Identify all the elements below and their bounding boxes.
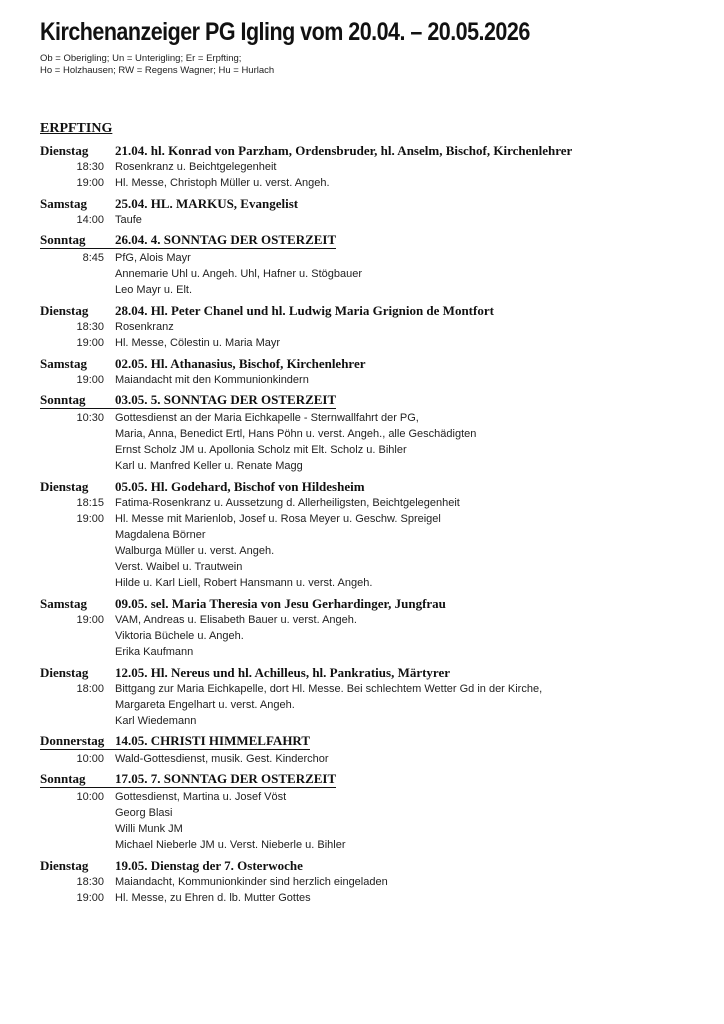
service-text: Karl u. Manfred Keller u. Renate Magg bbox=[115, 460, 303, 472]
service-text: Maria, Anna, Benedict Ertl, Hans Pöhn u. verst. Angeh., alle Geschädigten bbox=[115, 428, 477, 440]
service-time: 18:00 bbox=[76, 683, 104, 695]
feast-title: 09.05. sel. Maria Theresia von Jesu Gerhardinger, Jungfrau bbox=[115, 596, 446, 611]
day-heading bbox=[40, 392, 336, 409]
service-entry bbox=[40, 874, 710, 890]
service-time: 19:00 bbox=[76, 337, 104, 349]
weekday: Samstag bbox=[40, 196, 87, 211]
weekday: Dienstag bbox=[40, 303, 89, 318]
day-block bbox=[40, 392, 710, 474]
weekday: Sonntag bbox=[40, 771, 86, 786]
service-text: Leo Mayr u. Elt. bbox=[115, 284, 193, 296]
page-title: Kirchenanzeiger PG Igling vom 20.04. – 20.05.2026 bbox=[40, 18, 530, 46]
feast-title: 28.04. Hl. Peter Chanel und hl. Ludwig Maria Grignion de Montfort bbox=[115, 303, 494, 318]
schedule-list bbox=[40, 142, 710, 910]
day-block bbox=[40, 478, 710, 591]
day-block bbox=[40, 232, 710, 298]
service-text: VAM, Andreas u. Elisabeth Bauer u. verst. Angeh. bbox=[115, 614, 357, 626]
service-text: Michael Nieberle JM u. Verst. Nieberle u. Bihler bbox=[115, 839, 346, 851]
service-time: 18:15 bbox=[76, 497, 104, 509]
service-entry bbox=[40, 681, 710, 729]
day-heading bbox=[40, 195, 710, 212]
service-time: 14:00 bbox=[76, 214, 104, 226]
feast-title: 17.05. 7. SONNTAG DER OSTERZEIT bbox=[115, 771, 337, 786]
feast-title: 21.04. hl. Konrad von Parzham, Ordensbruder, hl. Anselm, Bischof, Kirchenlehrer bbox=[115, 143, 573, 158]
feast-title: 19.05. Dienstag der 7. Osterwoche bbox=[115, 858, 303, 873]
day-block bbox=[40, 733, 710, 767]
service-time: 18:30 bbox=[76, 321, 104, 333]
service-text: Walburga Müller u. verst. Angeh. bbox=[115, 545, 275, 557]
feast-title: 05.05. Hl. Godehard, Bischof von Hildesheim bbox=[115, 479, 365, 494]
service-text: Hl. Messe, zu Ehren d. lb. Mutter Gottes bbox=[115, 892, 311, 904]
service-text: Karl Wiedemann bbox=[115, 715, 197, 727]
day-heading bbox=[40, 595, 710, 612]
service-entry bbox=[40, 410, 710, 474]
feast-title: 25.04. HL. MARKUS, Evangelist bbox=[115, 196, 299, 211]
feast-title: 12.05. Hl. Nereus und hl. Achilleus, hl. Pankratius, Märtyrer bbox=[115, 665, 451, 680]
service-text: Hl. Messe, Christoph Müller u. verst. Angeh. bbox=[115, 177, 330, 189]
service-text: Annemarie Uhl u. Angeh. Uhl, Hafner u. Stögbauer bbox=[115, 268, 363, 280]
service-time: 10:30 bbox=[76, 412, 104, 424]
service-text: Ernst Scholz JM u. Apollonia Scholz mit Elt. Scholz u. Bihler bbox=[115, 444, 407, 456]
service-text: Georg Blasi bbox=[115, 807, 173, 819]
day-block bbox=[40, 142, 710, 191]
service-entry bbox=[40, 175, 710, 191]
service-text: Gottesdienst an der Maria Eichkapelle - Sternwallfahrt der PG, bbox=[115, 412, 419, 424]
service-text: Verst. Waibel u. Trautwein bbox=[115, 561, 243, 573]
service-text: Gottesdienst, Martina u. Josef Vöst bbox=[115, 791, 287, 803]
service-text: Viktoria Büchele u. Angeh. bbox=[115, 630, 244, 642]
service-time: 10:00 bbox=[76, 753, 104, 765]
service-text: Rosenkranz bbox=[115, 321, 174, 333]
day-heading bbox=[40, 478, 710, 495]
service-time: 19:00 bbox=[76, 177, 104, 189]
service-entry bbox=[40, 495, 710, 511]
service-text: Taufe bbox=[115, 214, 142, 226]
weekday: Donnerstag bbox=[40, 733, 105, 748]
legend-line: Ob = Oberigling; Un = Unterigling; Er = Erpfting; bbox=[40, 53, 242, 64]
service-text: Fatima-Rosenkranz u. Aussetzung d. Allerheiligsten, Beichtgelegenheit bbox=[115, 497, 460, 509]
service-time: 10:00 bbox=[76, 791, 104, 803]
legend-line: Ho = Holzhausen; RW = Regens Wagner; Hu = Hurlach bbox=[40, 65, 275, 76]
day-heading bbox=[40, 232, 336, 249]
day-heading bbox=[40, 302, 710, 319]
feast-title: 14.05. CHRISTI HIMMELFAHRT bbox=[115, 733, 311, 748]
service-time: 18:30 bbox=[76, 161, 104, 173]
service-entry bbox=[40, 159, 710, 175]
day-heading bbox=[40, 142, 710, 159]
service-text: Magdalena Börner bbox=[115, 529, 206, 541]
feast-title: 26.04. 4. SONNTAG DER OSTERZEIT bbox=[115, 232, 337, 247]
service-entry bbox=[40, 612, 710, 660]
service-entry bbox=[40, 335, 710, 351]
service-time: 19:00 bbox=[76, 374, 104, 386]
day-block bbox=[40, 302, 710, 351]
day-block bbox=[40, 664, 710, 729]
service-entry bbox=[40, 319, 710, 335]
weekday: Samstag bbox=[40, 596, 87, 611]
feast-title: 03.05. 5. SONNTAG DER OSTERZEIT bbox=[115, 392, 337, 407]
day-block bbox=[40, 355, 710, 388]
service-entry bbox=[40, 890, 710, 906]
day-heading bbox=[40, 857, 710, 874]
day-block bbox=[40, 771, 710, 853]
service-time: 19:00 bbox=[76, 892, 104, 904]
service-text: Hl. Messe mit Marienlob, Josef u. Rosa Meyer u. Geschw. Spreigel bbox=[115, 513, 441, 525]
service-text: Erika Kaufmann bbox=[115, 646, 194, 658]
section-heading: ERPFTING bbox=[40, 121, 113, 136]
service-entry bbox=[40, 212, 710, 228]
service-time: 18:30 bbox=[76, 876, 104, 888]
weekday: Sonntag bbox=[40, 392, 86, 407]
service-text: PfG, Alois Mayr bbox=[115, 252, 191, 264]
service-text: Margareta Engelhart u. verst. Angeh. bbox=[115, 699, 295, 711]
service-text: Hl. Messe, Cölestin u. Maria Mayr bbox=[115, 337, 281, 349]
weekday: Samstag bbox=[40, 356, 87, 371]
feast-title: 02.05. Hl. Athanasius, Bischof, Kirchenlehrer bbox=[115, 356, 366, 371]
day-block bbox=[40, 195, 710, 228]
service-text: Maiandacht mit den Kommunionkindern bbox=[115, 374, 309, 386]
weekday: Dienstag bbox=[40, 665, 89, 680]
weekday: Dienstag bbox=[40, 479, 89, 494]
day-block bbox=[40, 857, 710, 906]
service-time: 19:00 bbox=[76, 614, 104, 626]
service-entry bbox=[40, 372, 710, 388]
weekday: Sonntag bbox=[40, 232, 86, 247]
service-text: Maiandacht, Kommunionkinder sind herzlich eingeladen bbox=[115, 876, 388, 888]
service-entry bbox=[40, 250, 710, 298]
service-time: 8:45 bbox=[82, 252, 104, 264]
service-text: Willi Munk JM bbox=[115, 823, 183, 835]
service-entry bbox=[40, 511, 710, 591]
service-time: 19:00 bbox=[76, 513, 104, 525]
day-heading bbox=[40, 733, 310, 750]
service-text: Bittgang zur Maria Eichkapelle, dort Hl. Messe. Bei schlechtem Wetter Gd in der Kirche, bbox=[115, 683, 543, 695]
service-entry bbox=[40, 751, 710, 767]
service-entry bbox=[40, 789, 710, 853]
abbreviation-legend bbox=[40, 53, 274, 77]
weekday: Dienstag bbox=[40, 858, 89, 873]
day-heading bbox=[40, 771, 336, 788]
service-text: Hilde u. Karl Liell, Robert Hansmann u. verst. Angeh. bbox=[115, 577, 373, 589]
day-block bbox=[40, 595, 710, 660]
weekday: Dienstag bbox=[40, 143, 89, 158]
day-heading bbox=[40, 664, 710, 681]
day-heading bbox=[40, 355, 710, 372]
service-text: Rosenkranz u. Beichtgelegenheit bbox=[115, 161, 277, 173]
service-text: Wald-Gottesdienst, musik. Gest. Kinderchor bbox=[115, 753, 329, 765]
